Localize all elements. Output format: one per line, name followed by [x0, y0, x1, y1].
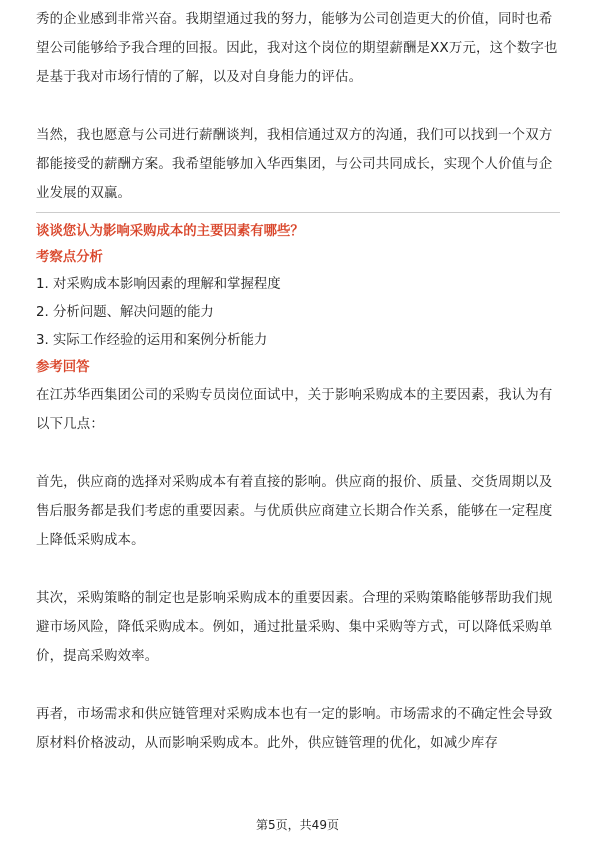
analysis-item: 3. 实际工作经验的运用和案例分析能力 — [36, 333, 268, 348]
analysis-item: 1. 对采购成本影响因素的理解和掌握程度 — [36, 277, 281, 292]
interview-question: 谈谈您认为影响采购成本的主要因素有哪些？ — [36, 224, 304, 239]
analysis-item: 2. 分析问题、解决问题的能力 — [36, 305, 214, 320]
answer-heading: 参考回答 — [36, 360, 90, 375]
paragraph-spacer — [36, 671, 560, 700]
answer-market: 再者，市场需求和供应链管理对采购成本也有一定的影响。市场需求的不确定性会导致原材料价格波动，从而影响采购成本。此外，供应链管理的优化，如减少库存 — [36, 707, 553, 751]
paragraph-spacer — [36, 555, 560, 584]
section-divider — [36, 212, 560, 213]
paragraph-salary-expectation: 秀的企业感到非常兴奋。我期望通过我的努力，能够为公司创造更大的价值，同时也希望公司能够给予我合理的回报。因此，我对这个岗位的期望薪酬是XX万元，这个数字也是基于我对市场行情的了解，以及对自身能力的评估。 — [36, 12, 558, 85]
paragraph-spacer — [36, 92, 560, 121]
answer-supplier: 首先，供应商的选择对采购成本有着直接的影响。供应商的报价、质量、交货周期以及售后服务都是我们考虑的重要因素。与优质供应商建立长期合作关系，能够在一定程度上降低采购成本。 — [36, 475, 553, 548]
paragraph-spacer — [36, 439, 560, 468]
page-number: 第5页，共49页 — [256, 818, 339, 832]
document-page — [36, 0, 560, 758]
paragraph-salary-negotiation: 当然，我也愿意与公司进行薪酬谈判，我相信通过双方的沟通，我们可以找到一个双方都能接受的薪酬方案。我希望能够加入华西集团，与公司共同成长，实现个人价值与企业发展的双赢。 — [36, 128, 553, 201]
analysis-heading: 考察点分析 — [36, 250, 103, 265]
analysis-list — [36, 271, 560, 355]
answer-strategy: 其次，采购策略的制定也是影响采购成本的重要因素。合理的采购策略能够帮助我们规避市场风险，降低采购成本。例如，通过批量采购、集中采购等方式，可以降低采购单价，提高采购效率。 — [36, 591, 553, 664]
answer-intro: 在江苏华西集团公司的采购专员岗位面试中，关于影响采购成本的主要因素，我认为有以下几点： — [36, 388, 553, 432]
